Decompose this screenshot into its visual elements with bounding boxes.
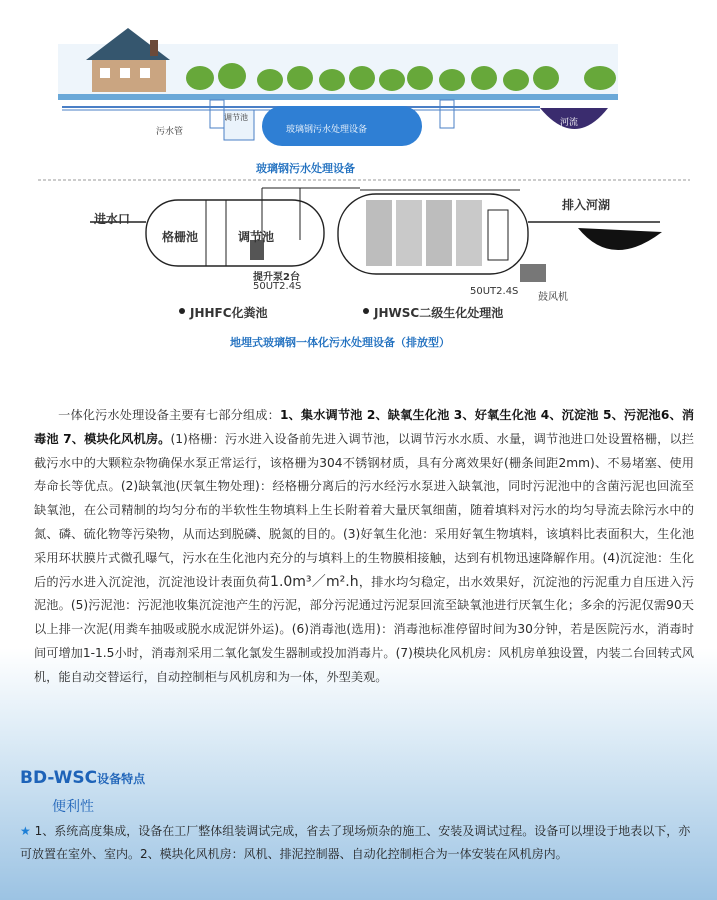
parts-list: 1、集水调节池 2、缺氧生化池 3、好氧生化池 4、沉淀池 5、污泥池6、消毒池 7、模块化风机房。	[34, 408, 695, 446]
features-title	[20, 768, 145, 788]
septic-tank-label: JHHFC化粪池	[190, 306, 268, 320]
house-illustration	[86, 28, 170, 92]
description-paragraph	[34, 404, 694, 690]
diagram-svg	[0, 0, 717, 370]
regulating-tank-label: 调节池	[224, 113, 248, 122]
sewage-pipe-label: 污水管	[156, 127, 184, 137]
intro-text: 一体化污水处理设备主要有七部分组成：	[58, 408, 280, 422]
convenience-subtitle: 便利性	[52, 799, 94, 815]
features-text	[20, 820, 698, 866]
grid-section: (1)格栅：污水进入设备前先进入调节池，以调节污水水质、水量，调节池进口处设置格栅，以拦截污水中的大颗粒杂物确保水泵正常运行，该格栅为304不锈钢材质，具有分离效果好(栅条间距2mm)、不易堵塞、使用寿命长等优点。	[34, 431, 694, 494]
regulating-tank-label-2: 调节池	[238, 230, 275, 244]
features-title-main: BD-WSC	[20, 768, 98, 788]
grid-tank-label: 格栅池	[162, 230, 199, 244]
sedimentation-section: (4)沉淀池：生化后的污水进入沉淀池，沉淀池设计表面负荷	[34, 550, 695, 589]
river-label: 河流	[560, 118, 579, 128]
ground-strip	[58, 94, 618, 100]
septic-tank-drawing	[146, 188, 360, 266]
lift-pump-label: 提升泵2台	[253, 272, 300, 283]
blower-room-section: (7)模块化风机房：风机房单独设置，内装二台回转式风机，能自动交替运行，自动控制柜与风机房和为一体，外型美观。	[34, 645, 694, 684]
blower-shape	[520, 264, 546, 282]
sludge-section: (5)污泥池：污泥池收集沉淀池产生的污泥，部分污泥通过污泥泵回流至缺氧池进行厌氧生化；多余的污泥仅需90天以上排一次泥(用粪车抽吸或脱水成泥饼外运)。	[34, 598, 694, 637]
diagram-area	[0, 0, 717, 370]
pump-model-label-2: 50UT2.4S	[470, 286, 519, 297]
equipment-label: 玻璃钢污水处理设备	[286, 125, 368, 135]
bullet-dot	[179, 308, 185, 314]
disinfection-section: (6)消毒池(选用)：消毒池标准停留时间为30分钟，若是医院污水，消毒时间可增加1-1.5小时，消毒剂采用二氧化氯发生器制或投加消毒片。	[34, 622, 694, 660]
blower-label: 鼓风机	[538, 292, 568, 303]
biochem-tank-drawing	[338, 190, 528, 274]
sedimentation-section-cont: ，排水均匀稳定，出水效果好，沉淀池的污泥重力自压进入污泥池。	[34, 574, 695, 613]
discharge-label: 排入河湖	[562, 198, 611, 212]
bottom-diagram-caption: 地埋式玻璃钢一体化污水处理设备（排放型）	[230, 336, 450, 349]
surface-load-value: 1.0m³／m².h	[270, 573, 359, 590]
biochem-tank-label: JHWSC二级生化处理池	[374, 306, 504, 320]
pond-shape	[578, 228, 662, 250]
anoxic-section: (2)缺氧池(厌氧生物处理)：经格栅分离后的污水经污水泵进入缺氧池，同时污泥池中的含菌污泥也回流至缺氧池，在公司精制的均匀分布的半软性生物填料上生长附着着大量厌氧细菌，随着填料对污水的均匀导流去除污水中的氮、磷、硫化物等污染物，从而达到脱磷、脱氮的目的。	[34, 479, 694, 541]
inlet-label: 进水口	[94, 212, 131, 226]
aerobic-section: (3)好氧生化池：采用好氧生物填料，该填料比表面积大，生化池采用环状膜片式微孔曝气，污水在生化池内充分的与填料上的生物膜相接触，达到有机物迅速降解作用。	[34, 526, 695, 565]
star-icon: ★	[20, 824, 31, 838]
bullet-dot	[363, 308, 369, 314]
top-diagram-caption: 玻璃钢污水处理设备	[256, 162, 355, 175]
features-title-suffix: 设备特点	[97, 772, 146, 786]
pump-model-label-1: 50UT2.4S	[253, 281, 302, 292]
features-body: 1、系统高度集成，设备在工厂整体组装调试完成，省去了现场烦杂的施工、安装及调试过程。设备可以埋设于地表以下，亦可放置在室外、室内。2、模块化风机房：风机、排泥控制器、自动化控制柜合为一体安装在风机房内。	[20, 824, 691, 861]
